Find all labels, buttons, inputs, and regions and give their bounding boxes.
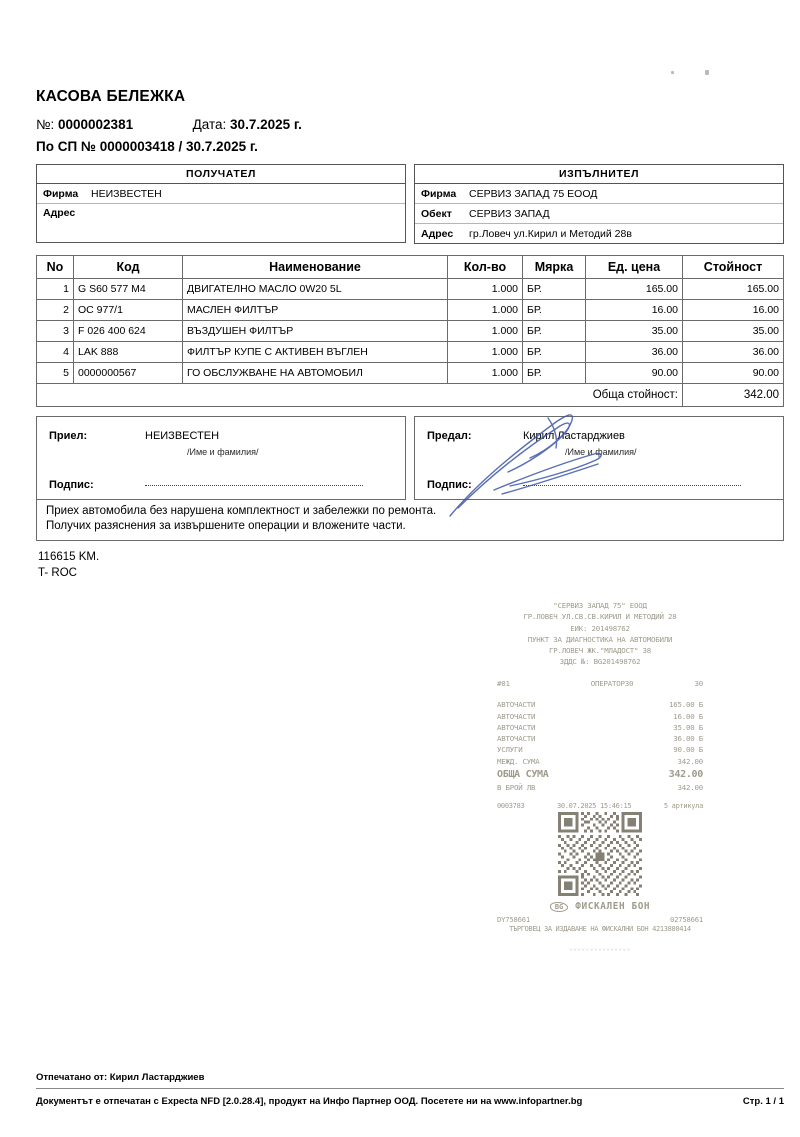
cell-unit: БР.	[523, 300, 586, 321]
received-name-hint: /Име и фамилия/	[187, 447, 259, 457]
cell-qty: 1.000	[448, 300, 523, 321]
receipt-doc-no: 0003783	[497, 802, 525, 811]
grand-total-value: 342.00	[683, 384, 784, 407]
receipt-operator: ОПЕРАТОР30	[590, 678, 634, 688]
declaration-line-1: Приех автомобила без нарушена комплектност и забележки по ремонта.	[46, 505, 437, 517]
receipt-line-item	[497, 711, 703, 722]
performer-heading: ИЗПЪЛНИТЕЛ	[414, 164, 784, 184]
receipt-payment-row	[497, 782, 703, 793]
qr-code-wrapper	[497, 812, 703, 896]
notes-section	[36, 549, 784, 581]
cell-qty: 1.000	[448, 279, 523, 300]
receipt-fiscal-row	[497, 901, 703, 912]
cell-no: 4	[37, 342, 74, 363]
items-body	[37, 279, 784, 407]
cell-name: ДВИГАТЕЛНО МАСЛО 0W20 5L	[183, 279, 448, 300]
cell-unit: БР.	[523, 279, 586, 300]
receipt-items-count: 5 артикула	[663, 802, 703, 811]
received-signature-line	[145, 485, 363, 486]
receipt-payment-label: В БРОЙ ЛВ	[497, 782, 536, 792]
receipt-subtotal-value: 342.00	[677, 756, 703, 766]
handed-role-label: Предал:	[427, 430, 472, 442]
signature-section	[36, 416, 784, 500]
cell-name: ГО ОБСЛУЖВАНЕ НА АВТОМОБИЛ	[183, 363, 448, 384]
performer-address-label: Адрес	[421, 227, 454, 240]
page-indicator: Стр. 1 / 1	[742, 1096, 784, 1107]
grand-total-label: Обща стойност:	[37, 384, 683, 407]
cell-total: 16.00	[683, 300, 784, 321]
receipt-line-label: АВТОЧАСТИ	[497, 722, 536, 732]
cell-no: 3	[37, 321, 74, 342]
odometer-note: 116615 KM.	[38, 551, 100, 564]
grand-total-row	[37, 384, 784, 407]
performer-object-row	[415, 204, 783, 224]
column-header-total: Стойност	[683, 256, 784, 279]
software-note: Документът е отпечатан с Expecta NFD [2.0.28.4], продукт на Инфо Партнер ООД. Посетете ни на www.infopartner.bg	[36, 1096, 583, 1107]
items-header-row	[37, 256, 784, 279]
cell-total: 36.00	[683, 342, 784, 363]
model-note: T- ROC	[38, 567, 77, 580]
receipt-operator-code: 30	[694, 678, 703, 688]
receipt-line-item	[497, 699, 703, 710]
performer-firm-value: СЕРВИЗ ЗАПАД 75 ЕООД	[469, 187, 598, 200]
receipt-vat-number: ЗДДС №: BG201498762	[559, 657, 641, 667]
column-header-qty: Кол-во	[448, 256, 523, 279]
cell-price: 90.00	[586, 363, 683, 384]
page-footer	[36, 1072, 784, 1107]
column-header-price: Ед. цена	[586, 256, 683, 279]
receipt-fiscal-label: ФИСКАЛЕН БОН	[575, 901, 651, 913]
handed-signature-line	[523, 485, 741, 486]
receipt-serial-left: DY758661	[497, 915, 531, 925]
receipt-eik: ЕИК: 201498762	[570, 623, 630, 633]
declaration-line-2: Получих разяснения за извършените операции и вложените части.	[46, 520, 406, 533]
cell-name: ФИЛТЪР КУПЕ С АКТИВЕН ВЪГЛЕН	[183, 342, 448, 363]
number-label: №:	[36, 117, 55, 132]
receipt-number: #01	[497, 678, 510, 688]
received-name: НЕИЗВЕСТЕН	[145, 430, 220, 442]
receipt-line-label: АВТОЧАСТИ	[497, 734, 536, 744]
recipient-address-label: Адрес	[43, 207, 76, 219]
receipt-tear-edge: ⌄⌄⌄⌄⌄⌄⌄⌄⌄⌄⌄⌄⌄⌄⌄	[569, 945, 631, 953]
receipt-payment-value: 342.00	[677, 782, 703, 792]
receipt-line-item	[497, 744, 703, 755]
scan-speck	[705, 70, 709, 75]
declaration-box	[36, 499, 784, 541]
received-signature-box	[36, 416, 406, 500]
bulgaria-badge-icon: BG	[550, 902, 568, 912]
received-sign-label: Подпис:	[49, 479, 94, 491]
receipt-timestamp: 30.07.2025 15:46:15	[556, 802, 632, 811]
receipt-line-label: УСЛУГИ	[497, 745, 523, 755]
receipt-subtotal-row	[497, 756, 703, 767]
column-header-name: Наименование	[183, 256, 448, 279]
performer-firm-label: Фирма	[421, 187, 457, 200]
receipt-site-address: ГР.ЛОВЕЧ ЖК."МЛАДОСТ" 38	[549, 646, 651, 655]
table-row	[37, 279, 784, 300]
table-row	[37, 342, 784, 363]
cell-total: 165.00	[683, 279, 784, 300]
recipient-heading: ПОЛУЧАТЕЛ	[36, 164, 406, 184]
table-row	[37, 321, 784, 342]
table-row	[37, 300, 784, 321]
performer-address-value: гр.Ловеч ул.Кирил и Методий 28в	[469, 227, 632, 240]
performer-firm-row	[415, 184, 783, 204]
cell-total: 90.00	[683, 363, 784, 384]
page-title: КАСОВА БЕЛЕЖКА	[36, 88, 186, 105]
recipient-address-row	[37, 204, 405, 225]
receipt-total-value: 342.00	[668, 768, 703, 780]
qr-code-icon	[558, 812, 642, 896]
cell-code: G S60 577 M4	[74, 279, 183, 300]
cell-no: 2	[37, 300, 74, 321]
performer-object-value: СЕРВИЗ ЗАПАД	[469, 207, 550, 220]
handed-name: Кирил Ластарджиев	[523, 430, 625, 442]
receipt-line-amount: 35.00 Б	[673, 722, 703, 732]
reference-line: По СП № 0000003418 / 30.7.2025 г.	[36, 139, 258, 154]
receipt-meta-row	[497, 802, 703, 810]
receipt-line-label: АВТОЧАСТИ	[497, 711, 536, 721]
cell-unit: БР.	[523, 342, 586, 363]
receipt-address: ГР.ЛОВЕЧ УЛ.СВ.СВ.КИРИЛ И МЕТОДИЙ 28	[523, 612, 677, 622]
scan-speck	[671, 71, 674, 74]
date-label: Дата:	[192, 117, 227, 132]
handed-name-hint: /Име и фамилия/	[565, 447, 637, 457]
cell-price: 36.00	[586, 342, 683, 363]
receipt-line-amount: 165.00 Б	[669, 700, 703, 710]
receipt-line-label: АВТОЧАСТИ	[497, 700, 536, 710]
receipt-line-amount: 90.00 Б	[673, 745, 703, 755]
receipt-line-amount: 16.00 Б	[673, 711, 703, 721]
cell-price: 35.00	[586, 321, 683, 342]
cell-code: 0000000567	[74, 363, 183, 384]
cell-price: 165.00	[586, 279, 683, 300]
handed-signature-box	[414, 416, 784, 500]
performer-address-row	[415, 224, 783, 243]
receipt-subtotal-label: МЕЖД. СУМА	[497, 756, 540, 766]
receipt-total-label: ОБЩА СУМА	[497, 768, 549, 780]
fiscal-receipt	[497, 600, 703, 952]
receipt-company: "СЕРВИЗ ЗАПАД 75" ЕООД	[553, 601, 647, 610]
receipt-line-item	[497, 722, 703, 733]
performer-object-label: Обект	[421, 207, 452, 220]
cell-price: 16.00	[586, 300, 683, 321]
recipient-firm-value: НЕИЗВЕСТЕН	[91, 187, 162, 200]
cell-code: F 026 400 624	[74, 321, 183, 342]
recipient-panel	[36, 164, 406, 244]
document-body	[36, 88, 784, 582]
receipt-line-amount: 36.00 Б	[673, 734, 703, 744]
column-header-code: Код	[74, 256, 183, 279]
receipt-line-item	[497, 733, 703, 744]
column-header-no: No	[37, 256, 74, 279]
column-header-unit: Мярка	[523, 256, 586, 279]
cell-name: МАСЛЕН ФИЛТЪР	[183, 300, 448, 321]
table-row	[37, 363, 784, 384]
items-table	[36, 255, 784, 407]
cell-unit: БР.	[523, 363, 586, 384]
cell-no: 1	[37, 279, 74, 300]
cell-name: ВЪЗДУШЕН ФИЛТЪР	[183, 321, 448, 342]
cell-qty: 1.000	[448, 321, 523, 342]
received-role-label: Приел:	[49, 430, 88, 442]
cell-qty: 1.000	[448, 342, 523, 363]
printed-by-text: Отпечатано от: Кирил Ластарджиев	[36, 1072, 205, 1083]
performer-panel	[414, 164, 784, 244]
receipt-site-name: ПУНКТ ЗА ДИАГНОСТИКА НА АВТОМОБИЛИ	[527, 634, 673, 644]
recipient-firm-row	[37, 184, 405, 204]
cell-code: OC 977/1	[74, 300, 183, 321]
cell-code: LAK 888	[74, 342, 183, 363]
recipient-firm-label: Фирма	[43, 187, 79, 200]
receipt-serial-right: 02758661	[669, 915, 703, 925]
date-value: 30.7.2025 г.	[230, 117, 302, 132]
receipt-serial-long: ТЪРГОВЕЦ ЗА ИЗДАВАНЕ НА ФИСКАЛНИ БОН 4213880414	[509, 925, 691, 934]
receipt-serial-row	[497, 915, 703, 924]
cell-unit: БР.	[523, 321, 586, 342]
cell-total: 35.00	[683, 321, 784, 342]
cell-qty: 1.000	[448, 363, 523, 384]
receipt-operator-row	[497, 678, 703, 690]
number-value: 0000002381	[58, 117, 134, 132]
cell-no: 5	[37, 363, 74, 384]
receipt-total-row	[497, 767, 703, 782]
handed-sign-label: Подпис:	[427, 479, 472, 491]
document-number-line	[36, 117, 784, 132]
parties-section	[36, 164, 784, 244]
